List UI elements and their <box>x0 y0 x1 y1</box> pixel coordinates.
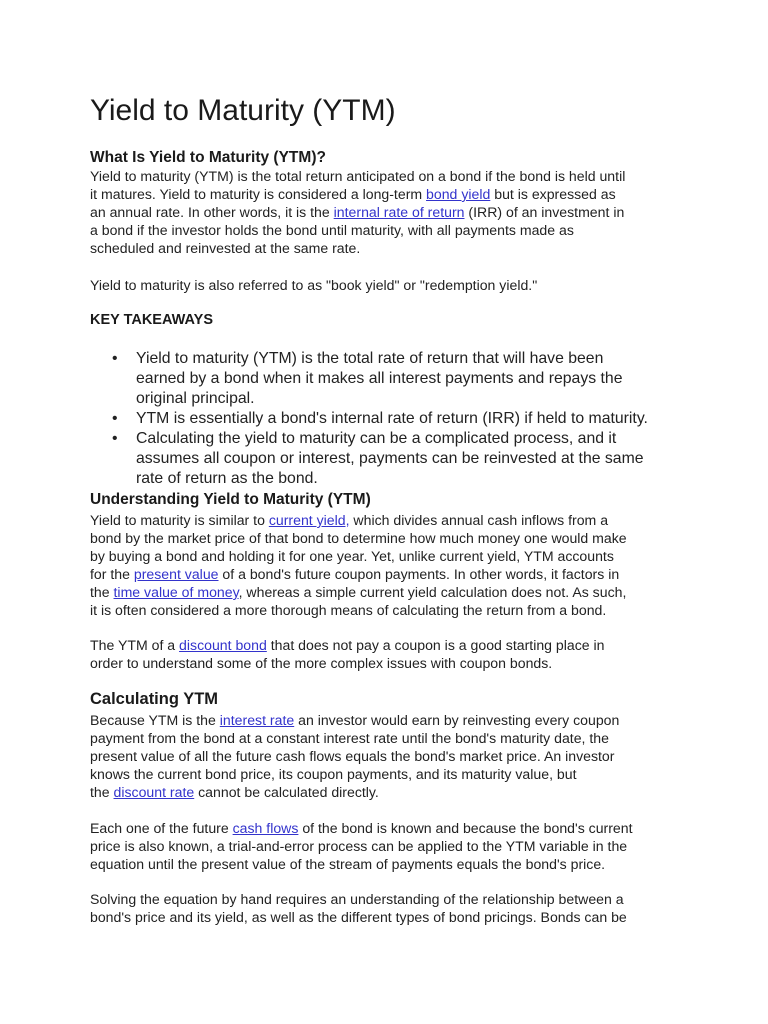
list-item: • Calculating the yield to maturity can be a complicated process, and it assumes all coupon or interest, payments can be reinvested at the same rate of return as the bond. <box>112 430 644 487</box>
text-line: present value of all the future cash flows equals the bond's market price. An investor <box>90 748 615 764</box>
bullet-icon: • <box>112 350 118 367</box>
section-heading-calculating-ytm: Calculating YTM <box>90 690 219 708</box>
text-line: by buying a bond and holding it for one year. Yet, unlike current yield, YTM accounts <box>90 548 614 564</box>
bullet-icon: • <box>112 430 118 447</box>
key-takeaways-heading: KEY TAKEAWAYS <box>90 312 214 328</box>
link-discount-bond[interactable]: discount bond <box>179 637 267 653</box>
text-line: knows the current bond price, its coupon payments, and its maturity value, but <box>90 766 577 782</box>
text-line: equation until the present value of the stream of payments equals the bond's price. <box>90 856 606 872</box>
link-current-yield[interactable]: current yield, <box>268 512 350 528</box>
text-line: The YTM of a discount bond that does not pay a coupon is a good starting place in <box>90 637 605 653</box>
text-line: price is also known, a trial-and-error process can be applied to the YTM variable in the <box>90 838 628 854</box>
text-line: a bond if the investor holds the bond until maturity, with all payments made as <box>90 222 574 238</box>
paragraph-also-referred: Yield to maturity is also referred to as "book yield" or "redemption yield." <box>90 277 538 293</box>
link-internal-rate-of-return[interactable]: internal rate of return <box>333 204 465 220</box>
paragraph-calculating <box>90 711 690 801</box>
text-line: an annual rate. In other words, it is the internal rate of return (IRR) of an investment in <box>90 204 625 220</box>
section-heading-understanding-ytm: Understanding Yield to Maturity (YTM) <box>90 491 371 508</box>
text-line: the time value of money, whereas a simple current yield calculation does not. As such, <box>90 584 627 600</box>
list-item: • Yield to maturity (YTM) is the total rate of return that will have been earned by a bond when it makes all interest payments and repays the original principal. <box>112 350 623 407</box>
bullet-icon: • <box>112 410 118 427</box>
link-cash-flows[interactable]: cash flows <box>232 820 299 836</box>
link-present-value[interactable]: present value <box>133 566 219 582</box>
paragraph-understanding <box>90 511 690 619</box>
link-interest-rate[interactable]: interest rate <box>219 712 295 728</box>
text-line: Each one of the future cash flows of the bond is known and because the bond's current <box>90 820 633 836</box>
text-line: it is often considered a more thorough means of calculating the return from a bond. <box>90 602 607 618</box>
link-time-value-of-money[interactable]: time value of money <box>113 584 239 600</box>
text-line: it matures. Yield to maturity is considered a long-term bond yield but is expressed as <box>90 186 616 202</box>
section-heading-what-is-ytm: What Is Yield to Maturity (YTM)? <box>90 149 326 166</box>
text-line: Yield to maturity is similar to current yield, which divides annual cash inflows from a <box>90 512 609 528</box>
link-bond-yield[interactable]: bond yield <box>426 186 491 202</box>
paragraph-cash-flows <box>90 819 690 873</box>
text-line: Yield to maturity (YTM) is the total return anticipated on a bond if the bond is held until <box>90 168 626 184</box>
text-line: Solving the equation by hand requires an understanding of the relationship between a <box>90 891 624 907</box>
page-title: Yield to Maturity (YTM) <box>90 94 396 127</box>
text-line: scheduled and reinvested at the same rate. <box>90 240 361 256</box>
text-line: bond's price and its yield, as well as the different types of bond pricings. Bonds can be <box>90 909 627 925</box>
text-line: for the present value of a bond's future coupon payments. In other words, it factors in <box>90 566 620 582</box>
key-takeaways-list <box>90 349 690 489</box>
text-line: Because YTM is the interest rate an investor would earn by reinvesting every coupon <box>90 712 620 728</box>
text-line: payment from the bond at a constant interest rate until the bond's maturity date, the <box>90 730 609 746</box>
list-item: • YTM is essentially a bond's internal rate of return (IRR) if held to maturity. <box>112 410 648 427</box>
paragraph-solving <box>90 890 690 926</box>
link-discount-rate[interactable]: discount rate <box>113 784 195 800</box>
paragraph-discount-bond <box>90 636 690 672</box>
text-line: order to understand some of the more complex issues with coupon bonds. <box>90 655 553 671</box>
text-line: bond by the market price of that bond to determine how much money one would make <box>90 530 627 546</box>
text-line: the discount rate cannot be calculated directly. <box>90 784 379 800</box>
paragraph-definition <box>90 167 690 257</box>
